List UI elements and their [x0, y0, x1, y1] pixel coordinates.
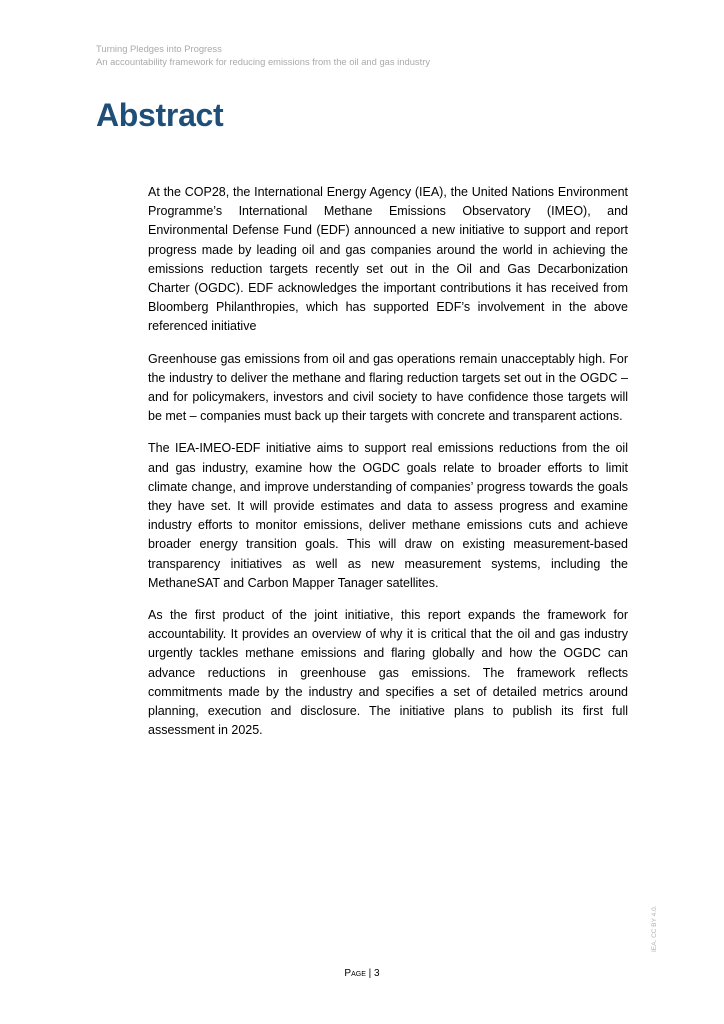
report-title: Turning Pledges into Progress [96, 43, 222, 54]
page-separator: | [368, 968, 372, 979]
page-title: Abstract [96, 97, 224, 133]
report-subtitle: An accountability framework for reducing emissions from the oil and gas industry [96, 55, 431, 67]
page-label: Page [344, 968, 366, 979]
abstract-body [148, 183, 628, 753]
page-number: 3 [374, 968, 380, 979]
license-mark: IEA. CC BY 4.0. [651, 905, 658, 952]
abstract-paragraph: At the COP28, the International Energy Agency (IEA), the United Nations Environment Programme’s International Methane Emissions Observatory (IMEO), and Environmental Defense Fund (EDF) announced a new initiative to support and report progress made by leading oil and gas companies around the world in achieving the emissions reduction targets recently set out in the Oil and Gas Decarbonization Charter (OGDC). EDF acknowledges the important contributions it has received from Bloomberg Philanthropies, which has supported EDF’s involvement in the above referenced initiative [148, 185, 628, 334]
abstract-paragraph: As the first product of the joint initiative, this report expands the framework for accountability. It provides an overview of why it is critical that the oil and gas industry urgently tackles methane emissions and flaring globally and how the OGDC can advance reductions in greenhouse gas emissions. The framework reflects commitments made by the industry and specifies a set of detailed metrics around planning, execution and disclosure. The initiative plans to publish its first full assessment in 2025. [148, 608, 628, 738]
running-header [96, 43, 430, 68]
page-footer [0, 967, 724, 981]
abstract-paragraph: The IEA-IMEO-EDF initiative aims to support real emissions reductions from the oil and gas industry, examine how the OGDC goals relate to broader efforts to limit climate change, and improve understanding of companies’ progress towards the goals they have set. It will provide estimates and data to assess progress and examine industry efforts to monitor emissions, deliver methane emissions cuts and achieve broader energy transition goals. This will draw on existing measurement-based transparency initiatives as well as new measurement systems, including the MethaneSAT and Carbon Mapper Tanager satellites. [148, 441, 628, 590]
abstract-paragraph: Greenhouse gas emissions from oil and gas operations remain unacceptably high. For the industry to deliver the methane and flaring reduction targets set out in the OGDC – and for policymakers, investors and civil society to have confidence those targets will be met – companies must back up their targets with concrete and transparent actions. [148, 351, 628, 424]
